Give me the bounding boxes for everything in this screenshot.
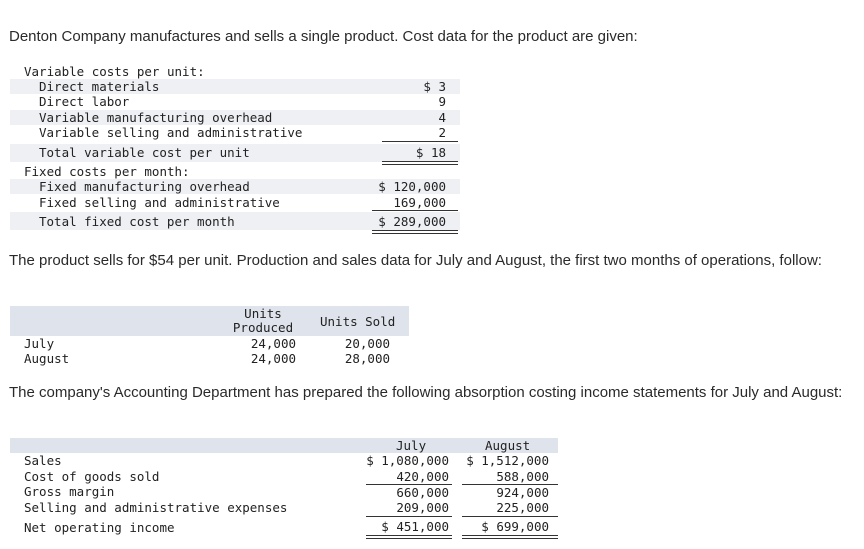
table-header-band: [10, 438, 558, 453]
cost-value: 9: [438, 94, 446, 109]
variable-costs-heading: Variable costs per unit:: [24, 64, 205, 79]
total-fixed-value: $ 289,000: [378, 214, 446, 229]
july-value: 209,000: [396, 500, 449, 515]
august-value: 924,000: [496, 485, 549, 500]
fixed-costs-heading: Fixed costs per month:: [24, 164, 190, 179]
col-header-line: Produced: [232, 320, 294, 335]
cost-label: Variable manufacturing overhead: [39, 110, 273, 125]
units-sold-value: 20,000: [344, 336, 390, 351]
total-double-rule: [372, 230, 458, 234]
total-double-rule: [462, 535, 558, 539]
col-header-july: July: [396, 438, 427, 453]
income-row-label: Selling and administrative expenses: [24, 500, 288, 515]
subtotal-rule: [366, 516, 452, 517]
cost-value: $ 120,000: [378, 179, 446, 194]
july-value: 420,000: [396, 469, 449, 484]
income-row-label: Gross margin: [24, 484, 115, 499]
august-value: $ 699,000: [481, 519, 549, 534]
units-produced-value: 24,000: [250, 351, 296, 366]
total-double-rule: [382, 161, 458, 165]
subtotal-rule: [382, 141, 458, 142]
units-produced-value: 24,000: [250, 336, 296, 351]
july-value: 660,000: [396, 485, 449, 500]
cost-label: Direct labor: [39, 94, 130, 109]
july-value: $ 451,000: [381, 519, 449, 534]
july-value: $ 1,080,000: [366, 453, 449, 468]
col-header-units-sold: Units Sold: [320, 314, 396, 329]
august-value: 225,000: [496, 500, 549, 515]
cost-label: Variable selling and administrative: [39, 125, 303, 140]
cost-value: 4: [438, 110, 446, 125]
income-paragraph: The company's Accounting Department has prepared the following absorption costing income statements for July and August:: [9, 384, 843, 401]
units-sold-value: 28,000: [344, 351, 390, 366]
cost-value: $ 3: [423, 79, 446, 94]
income-row-label: Cost of goods sold: [24, 469, 160, 484]
total-double-rule: [366, 535, 452, 539]
sales-paragraph: The product sells for $54 per unit. Production and sales data for July and August, the first two months of operations, follow:: [9, 252, 822, 269]
cost-value: 169,000: [393, 195, 446, 210]
cost-value: 2: [438, 125, 446, 140]
total-fixed-label: Total fixed cost per month: [39, 214, 235, 229]
cost-label: Fixed manufacturing overhead: [39, 179, 250, 194]
income-row-label: Net operating income: [24, 520, 175, 535]
cost-label: Fixed selling and administrative: [39, 195, 280, 210]
total-variable-label: Total variable cost per unit: [39, 145, 250, 160]
august-value: $ 1,512,000: [466, 453, 549, 468]
month-label: July: [24, 336, 55, 351]
subtotal-rule: [372, 210, 458, 211]
col-header-august: August: [485, 438, 531, 453]
income-row-label: Sales: [24, 453, 62, 468]
total-variable-value: $ 18: [415, 145, 446, 160]
intro-text: Denton Company manufactures and sells a single product. Cost data for the product are given:: [9, 28, 638, 45]
col-header-line: Units: [244, 306, 282, 321]
august-value: 588,000: [496, 469, 549, 484]
month-label: August: [24, 351, 70, 366]
cost-label: Direct materials: [39, 79, 160, 94]
subtotal-rule: [462, 516, 558, 517]
col-header-units-produced: [226, 307, 300, 335]
